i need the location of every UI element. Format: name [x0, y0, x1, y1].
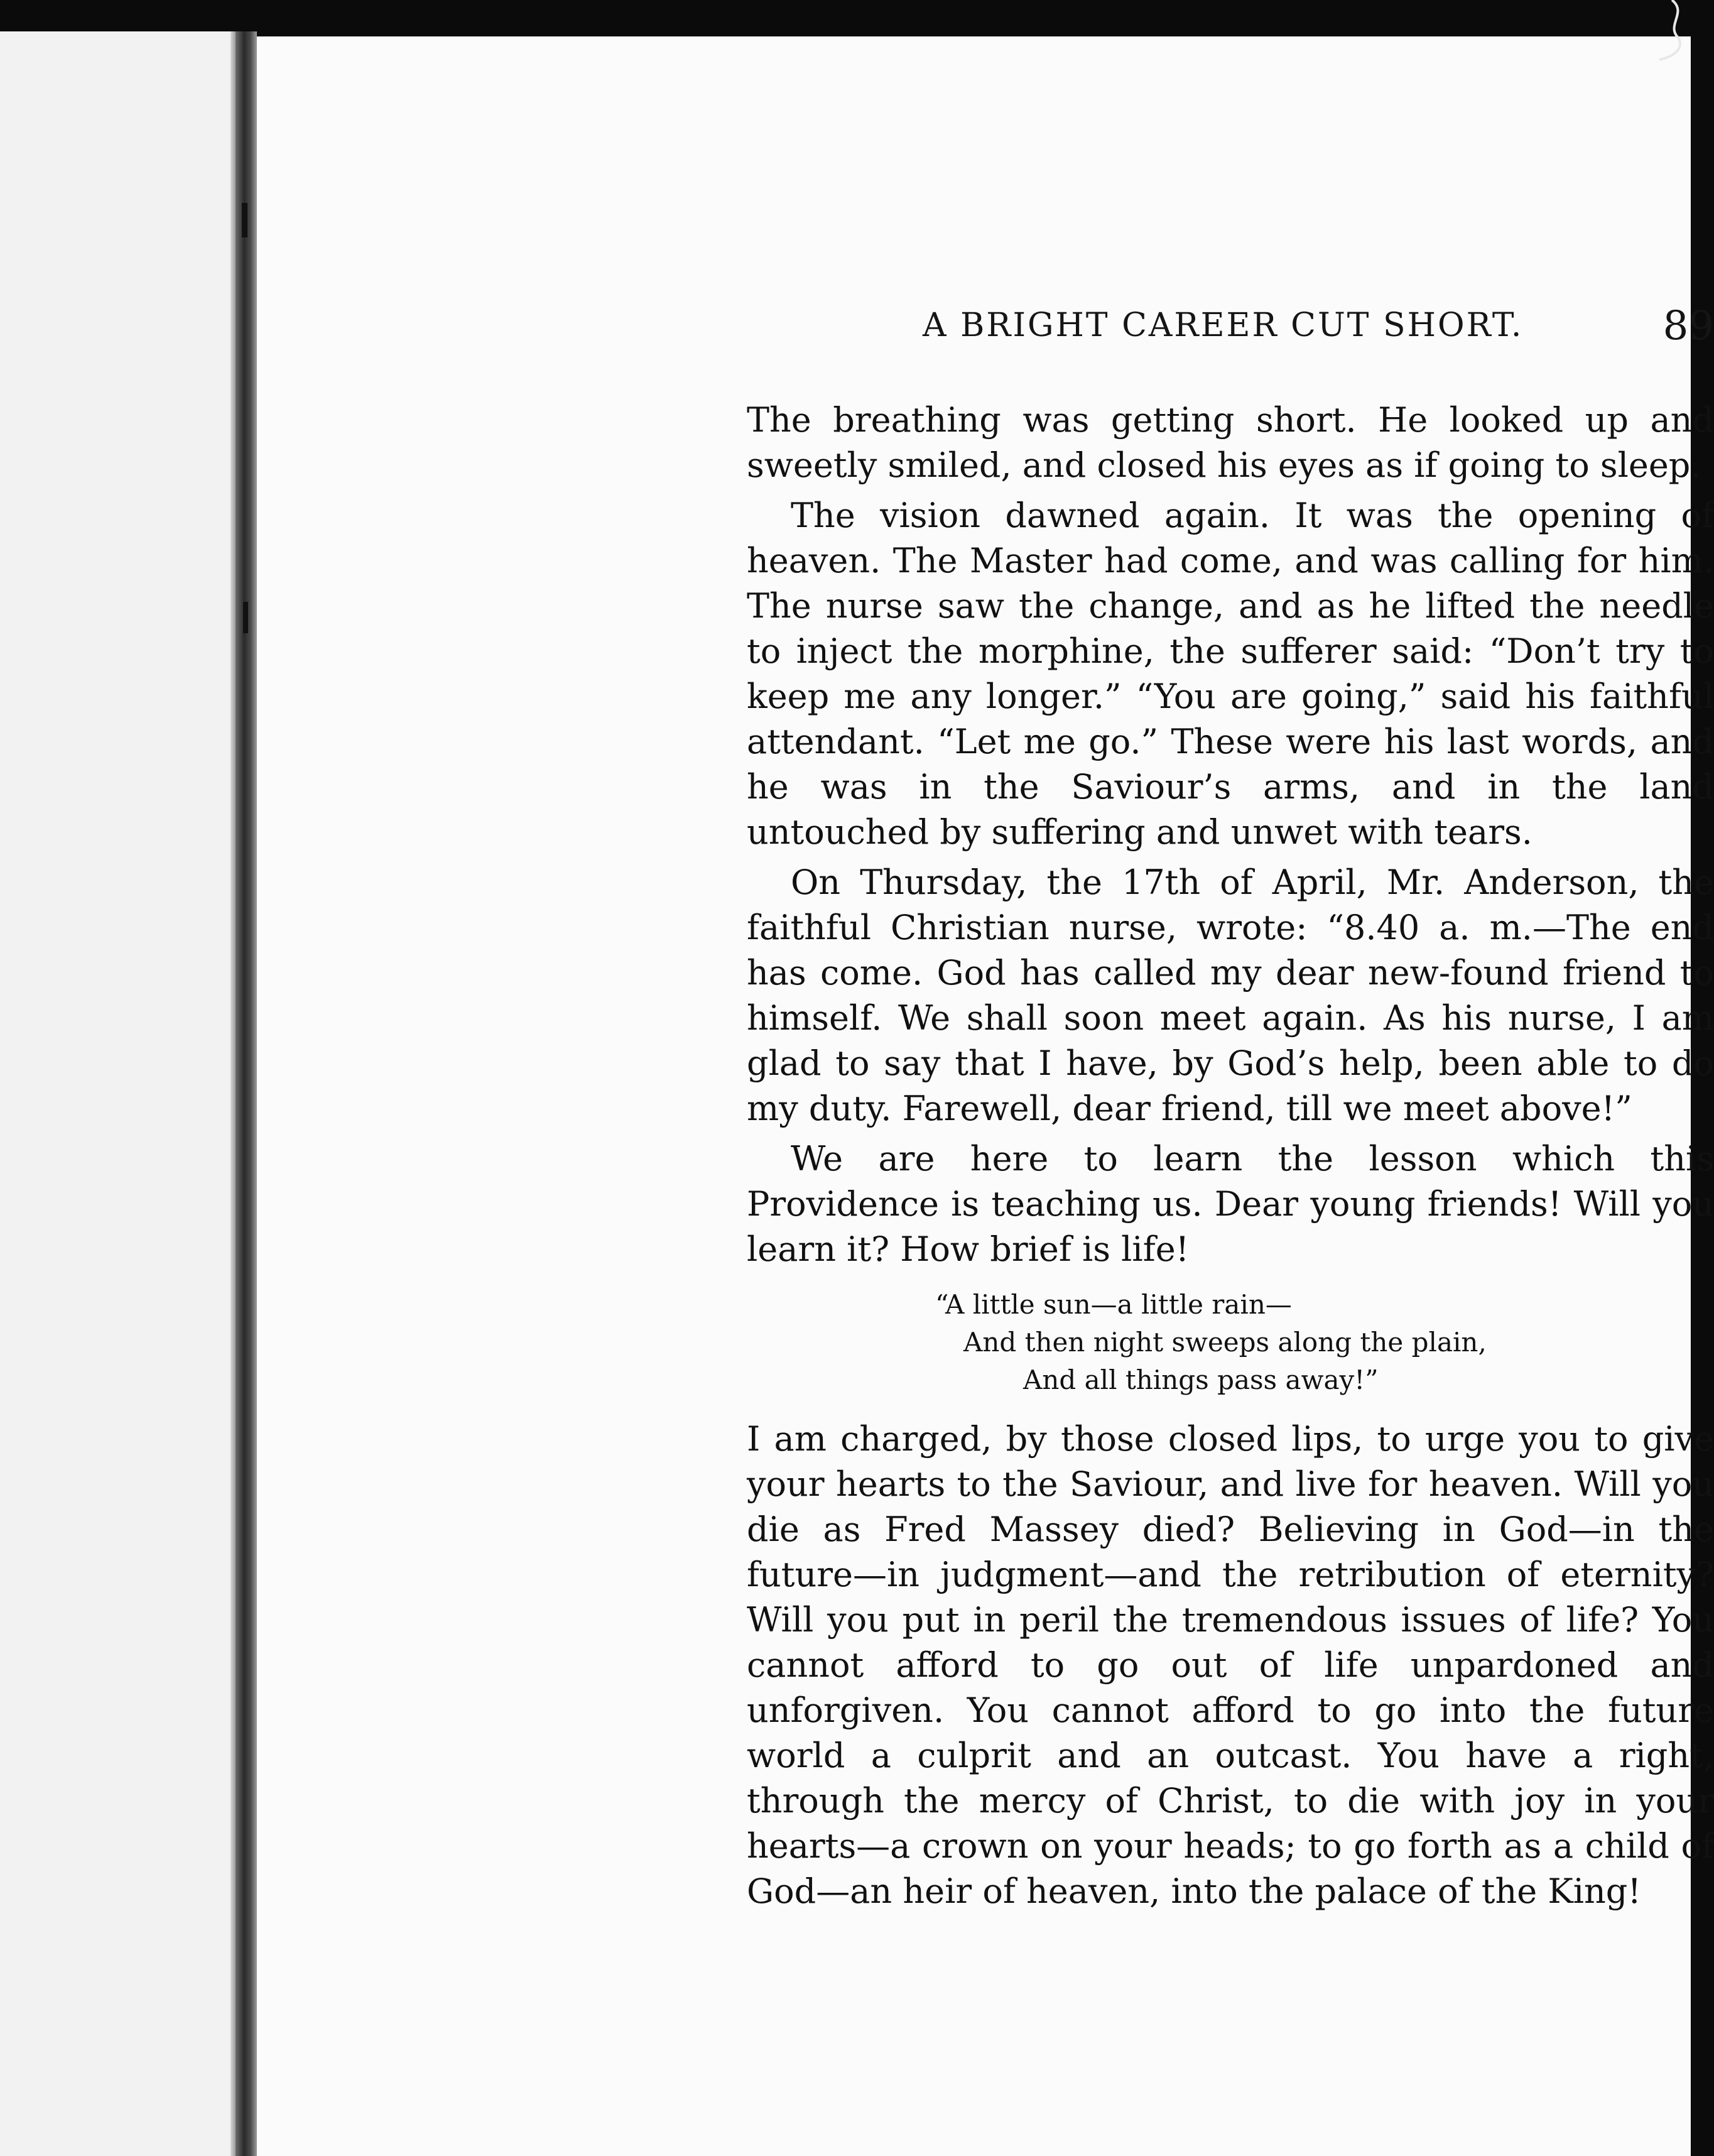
- book-gutter: [236, 31, 257, 2156]
- page-number: 89: [1662, 303, 1714, 349]
- gutter-mark: [242, 203, 247, 237]
- running-header: [923, 303, 1714, 376]
- page-corner-curl: [1653, 0, 1691, 69]
- poem-quote: [747, 1286, 1714, 1399]
- running-title: A BRIGHT CAREER CUT SHORT.: [923, 307, 1524, 344]
- poem-line: “A little sun—a little rain—: [935, 1289, 1292, 1320]
- paragraph-vision: The vision dawned again. It was the opening of heaven. The Master had come, and was calling for him. The nurse saw the change, and as he lifted the needle to inject the morphine, the sufferer said: “Don’t try to keep me any longer.” “You are going,” said his faithful attendant. “Let me go.” These were his last words, and he was in the Saviour’s arms, and in the land untouched by suffering and unwet with tears.: [747, 496, 1714, 852]
- poem-line: And then night sweeps along the plain,: [963, 1327, 1487, 1358]
- book-page: [257, 36, 1714, 2156]
- page-body: [747, 398, 1714, 1914]
- gutter-mark: [243, 602, 248, 633]
- facing-page: [0, 31, 236, 2156]
- paragraph-breathing: The breathing was getting short. He looked up and sweetly smiled, and closed his eyes as if going to sleep.: [747, 400, 1714, 485]
- paragraph-nurse-note: On Thursday, the 17th of April, Mr. Anderson, the faithful Christian nurse, wrote: “8.40 a. m.—The end has come. God has called my dear new-found friend to himself. We shall soon meet again. As his nurse, I am glad to say that I have, by God’s help, been able to do my duty. Farewell, dear friend, till we meet above!”: [747, 863, 1714, 1128]
- paragraph-closing: I am charged, by those closed lips, to urge you to give your hearts to the Saviour, and live for heaven. Will you die as Fred Massey died? Believing in God—in the future—in judgment—and the retribution of eternity? Will you put in peril the tremendous issues of life? You cannot afford to go out of life unpardoned and unforgiven. You cannot afford to go into the future world a culprit and an outcast. You have a right, through the mercy of Christ, to die with joy in your hearts—a crown on your heads; to go forth as a child of God—an heir of heaven, into the palace of the King!: [747, 1419, 1714, 1911]
- poem-line: And all things pass away!”: [1023, 1364, 1379, 1395]
- paragraph-lesson: We are here to learn the lesson which this Providence is teaching us. Dear young friends! Will you learn it? How brief is life!: [747, 1139, 1714, 1269]
